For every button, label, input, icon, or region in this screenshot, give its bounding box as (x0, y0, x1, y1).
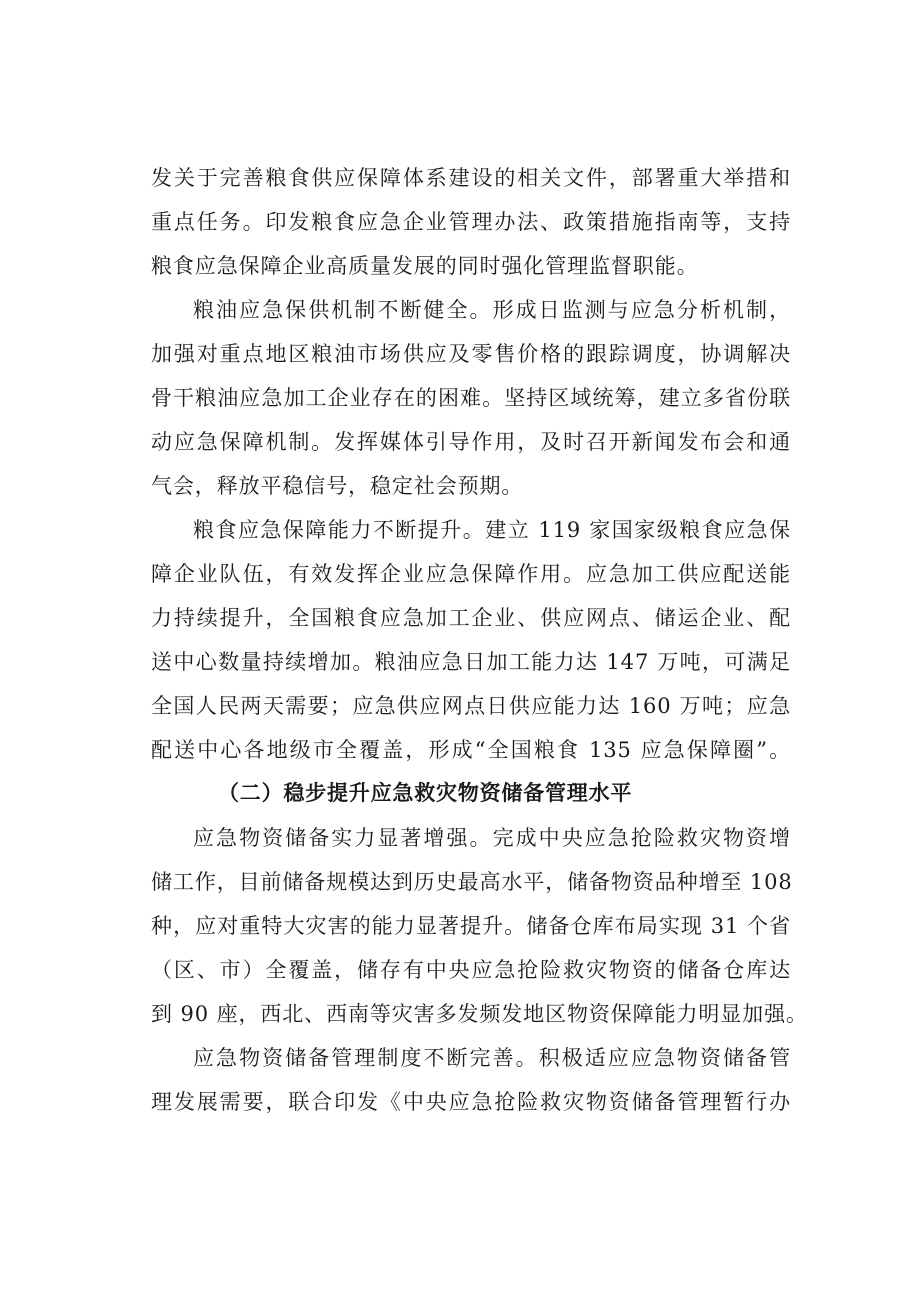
paragraph-3-line-4: 送中心数量持续增加。粮油应急日加工能力达 147 万吨，可满足 (151, 650, 791, 674)
paragraph-1-line-1: 发关于完善粮食供应保障体系建设的相关文件，部署重大举措和 (151, 166, 791, 190)
paragraph-5-line-2: 理发展需要，联合印发《中央应急抢险救灾物资储备管理暂行办 (151, 1090, 791, 1114)
paragraph-3-line-5: 全国人民两天需要；应急供应网点日供应能力达 160 万吨；应急 (151, 694, 791, 718)
paragraph-2-line-5: 气会，释放平稳信号，稳定社会预期。 (151, 474, 524, 498)
paragraph-3-line-3: 力持续提升，全国粮食应急加工企业、供应网点、储运企业、配 (151, 606, 791, 630)
paragraph-1-line-2: 重点任务。印发粮食应急企业管理办法、政策措施指南等，支持 (151, 210, 791, 234)
paragraph-4-line-5: 到 90 座，西北、西南等灾害多发频发地区物资保障能力明显加强。 (151, 1002, 808, 1026)
paragraph-3-line-1: 粮食应急保障能力不断提升。建立 119 家国家级粮食应急保 (193, 518, 791, 542)
paragraph-2-line-2: 加强对重点地区粮油市场供应及零售价格的跟踪调度，协调解决 (151, 342, 791, 366)
paragraph-2-line-4: 动应急保障机制。发挥媒体引导作用，及时召开新闻发布会和通 (151, 430, 791, 454)
paragraph-3-line-6: 配送中心各地级市全覆盖，形成“全国粮食 135 应急保障圈”。 (151, 738, 791, 762)
paragraph-4-line-2: 储工作，目前储备规模达到历史最高水平，储备物资品种增至 108 (151, 870, 793, 894)
section-heading: （二）稳步提升应急救灾物资储备管理水平 (218, 781, 633, 805)
paragraph-4-line-1: 应急物资储备实力显著增强。完成中央应急抢险救灾物资增 (193, 826, 791, 850)
paragraph-4-line-3: 种，应对重特大灾害的能力显著提升。储备仓库布局实现 31 个省 (151, 914, 791, 938)
paragraph-5-line-1: 应急物资储备管理制度不断完善。积极适应应急物资储备管 (193, 1046, 791, 1070)
paragraph-1-line-3: 粮食应急保障企业高质量发展的同时强化管理监督职能。 (151, 254, 699, 278)
paragraph-2-line-3: 骨干粮油应急加工企业存在的困难。坚持区域统筹，建立多省份联 (151, 386, 791, 410)
paragraph-2-line-1: 粮油应急保供机制不断健全。形成日监测与应急分析机制， (193, 298, 791, 322)
paragraph-4-line-4: （区、市）全覆盖，储存有中央应急抢险救灾物资的储备仓库达 (151, 958, 791, 982)
paragraph-3-line-2: 障企业队伍，有效发挥企业应急保障作用。应急加工供应配送能 (151, 562, 791, 586)
